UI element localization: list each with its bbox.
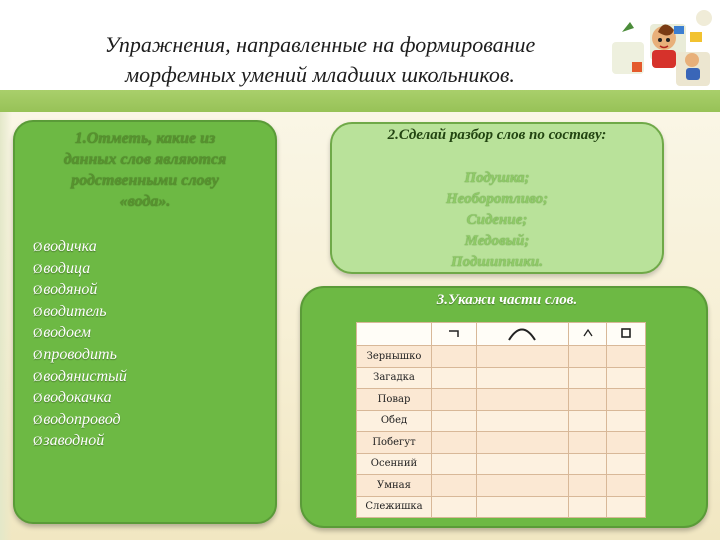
list-item	[33, 387, 127, 409]
side-fade	[0, 112, 12, 540]
table-cell[interactable]	[432, 367, 477, 389]
table-cell[interactable]	[568, 410, 607, 432]
table-cell[interactable]	[432, 453, 477, 475]
bullet-arrow-icon: Ø	[33, 433, 43, 449]
table-cell[interactable]	[568, 367, 607, 389]
table-cell[interactable]	[607, 410, 646, 432]
list-item-label: водяной	[43, 281, 98, 299]
list-item-label: водокачка	[43, 389, 112, 407]
table-cell[interactable]	[476, 453, 568, 475]
list-item	[33, 236, 127, 258]
table-row	[357, 496, 646, 518]
task-2-word-list	[342, 168, 652, 273]
list-item: Медовый;	[464, 233, 530, 249]
task-3-heading: 3.Укажи части слов.	[436, 292, 578, 308]
table-cell-word: Осенний	[357, 453, 432, 475]
root-symbol-cell	[476, 323, 568, 346]
table-cell[interactable]	[607, 367, 646, 389]
table-cell[interactable]	[432, 410, 477, 432]
list-item: Подушка;	[464, 170, 530, 186]
suffix-symbol-cell	[568, 323, 607, 346]
table-cell-word: Слежишка	[357, 496, 432, 518]
table-cell[interactable]	[432, 389, 477, 411]
list-item	[33, 258, 127, 280]
table-cell[interactable]	[476, 389, 568, 411]
table-cell[interactable]	[568, 432, 607, 454]
list-item-label: водичка	[43, 238, 97, 255]
table-header-row	[357, 323, 646, 346]
list-item	[33, 344, 127, 366]
root-symbol-icon	[507, 325, 537, 341]
table-row	[357, 410, 646, 432]
table-cell[interactable]	[432, 496, 477, 518]
bullet-arrow-icon: Ø	[33, 368, 43, 384]
task-3-panel	[300, 286, 708, 528]
table-cell[interactable]	[476, 496, 568, 518]
table-cell[interactable]	[607, 453, 646, 475]
table-cell[interactable]	[432, 475, 477, 497]
table-row	[357, 389, 646, 411]
table-cell[interactable]	[607, 432, 646, 454]
list-item: Сидение;	[466, 212, 528, 228]
ending-symbol-icon	[620, 327, 632, 339]
header-accent-bar	[0, 90, 720, 112]
slide-title	[60, 30, 580, 90]
task-2-panel	[330, 122, 664, 274]
table-cell[interactable]	[432, 432, 477, 454]
bullet-arrow-icon: Ø	[33, 282, 43, 298]
table-row	[357, 367, 646, 389]
task-1-heading-line: данных слов являются	[63, 151, 227, 168]
table-cell-word: Умная	[357, 475, 432, 497]
table-row	[357, 346, 646, 368]
table-cell-word: Загадка	[357, 367, 432, 389]
table-cell[interactable]	[476, 346, 568, 368]
morpheme-table	[356, 322, 646, 518]
list-item	[33, 301, 127, 323]
list-item	[33, 322, 127, 344]
bullet-arrow-icon: Ø	[33, 325, 43, 341]
table-cell[interactable]	[607, 475, 646, 497]
slide-title-line-2: морфемных умений младших школьников.	[125, 62, 515, 87]
table-cell[interactable]	[607, 346, 646, 368]
table-cell[interactable]	[568, 475, 607, 497]
bullet-arrow-icon: Ø	[33, 411, 43, 427]
list-item-label: водянистый	[43, 367, 127, 385]
table-cell[interactable]	[568, 389, 607, 411]
bullet-arrow-icon: Ø	[33, 390, 43, 406]
prefix-symbol-icon	[447, 328, 461, 338]
table-row	[357, 432, 646, 454]
table-cell[interactable]	[568, 453, 607, 475]
list-item	[33, 279, 127, 301]
table-cell[interactable]	[476, 410, 568, 432]
task-2-heading: 2.Сделай разбор слов по составу:	[387, 127, 607, 143]
table-cell[interactable]	[607, 389, 646, 411]
puzzle-decoration-icon	[602, 2, 720, 90]
table-row	[357, 453, 646, 475]
task-1-heading-line: 1.Отметь, какие из	[74, 130, 216, 147]
list-item-label: водица	[43, 259, 91, 277]
task-1-heading	[35, 128, 255, 212]
task-1-heading-line: родственными слову	[71, 172, 219, 189]
suffix-symbol-icon	[582, 328, 594, 338]
table-cell-word: Побегут	[357, 432, 432, 454]
list-item-label: водитель	[43, 302, 107, 320]
table-cell[interactable]	[568, 346, 607, 368]
table-cell[interactable]	[432, 346, 477, 368]
table-cell[interactable]	[607, 496, 646, 518]
table-cell-word: Обед	[357, 410, 432, 432]
ending-symbol-cell	[607, 323, 646, 346]
bullet-arrow-icon: Ø	[33, 303, 43, 319]
task-1-word-list	[33, 236, 127, 452]
list-item-label: проводить	[43, 345, 117, 363]
slide-title-line-1: Упражнения, направленные на формирование	[104, 32, 536, 57]
table-cell[interactable]	[476, 475, 568, 497]
list-item: Подшипники.	[451, 254, 543, 270]
list-item	[33, 366, 127, 388]
task-1-heading-line: «вода».	[119, 193, 171, 210]
bullet-arrow-icon: Ø	[33, 346, 43, 362]
task-1-panel	[13, 120, 277, 524]
list-item-label: водоем	[43, 324, 91, 342]
list-item-label: водопровод	[43, 410, 121, 428]
table-cell[interactable]	[568, 496, 607, 518]
bullet-arrow-icon: Ø	[33, 260, 43, 276]
table-cell[interactable]	[476, 432, 568, 454]
table-header-cell	[357, 323, 432, 346]
table-row	[357, 475, 646, 497]
list-item: Необоротливо;	[445, 191, 549, 207]
table-cell-word: Зернышко	[357, 346, 432, 368]
list-item-label: заводной	[43, 432, 105, 450]
bullet-arrow-icon: Ø	[33, 239, 43, 254]
prefix-symbol-cell	[432, 323, 477, 346]
list-item	[33, 409, 127, 431]
list-item	[33, 430, 127, 452]
table-cell[interactable]	[476, 367, 568, 389]
table-cell-word: Повар	[357, 389, 432, 411]
